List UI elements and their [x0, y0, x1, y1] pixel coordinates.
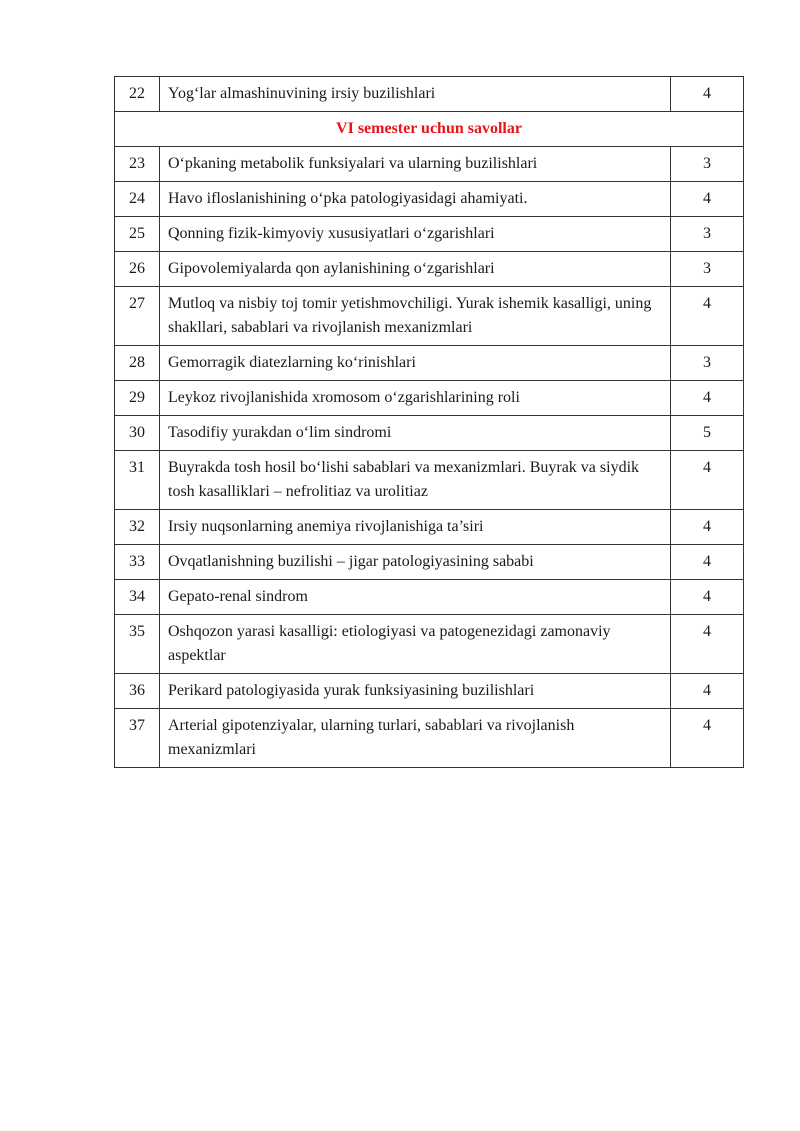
row-topic: Gipovolemiyalarda qon aylanishining o‘zgarishlari: [160, 252, 671, 287]
row-number: 27: [115, 287, 160, 346]
row-topic: Mutloq va nisbiy toj tomir yetishmovchiligi. Yurak ishemik kasalligi, uning shakllari, sabablari va rivojlanish mexanizmlari: [160, 287, 671, 346]
row-hours: 4: [671, 182, 744, 217]
row-topic: Buyrakda tosh hosil bo‘lishi sabablari va mexanizmlari. Buyrak va siydik tosh kasalliklari – nefrolitiaz va urolitiaz: [160, 451, 671, 510]
table-row: [115, 416, 744, 451]
questions-table-body: [115, 77, 744, 768]
row-number: 26: [115, 252, 160, 287]
table-row: [115, 510, 744, 545]
document-page: [114, 76, 743, 768]
table-row: [115, 451, 744, 510]
row-number: 23: [115, 147, 160, 182]
row-hours: 3: [671, 147, 744, 182]
row-hours: 4: [671, 77, 744, 112]
row-topic: Tasodifiy yurakdan o‘lim sindromi: [160, 416, 671, 451]
row-hours: 3: [671, 217, 744, 252]
table-row: [115, 709, 744, 768]
row-number: 32: [115, 510, 160, 545]
row-topic: Yog‘lar almashinuvining irsiy buzilishlari: [160, 77, 671, 112]
row-hours: 4: [671, 451, 744, 510]
row-topic: O‘pkaning metabolik funksiyalari va ularning buzilishlari: [160, 147, 671, 182]
table-row: [115, 77, 744, 112]
row-topic: Arterial gipotenziyalar, ularning turlari, sabablari va rivojlanish mexanizmlari: [160, 709, 671, 768]
row-number: 31: [115, 451, 160, 510]
row-number: 25: [115, 217, 160, 252]
row-number: 24: [115, 182, 160, 217]
section-title: VI semester uchun savollar: [115, 112, 744, 147]
row-hours: 4: [671, 287, 744, 346]
row-number: 28: [115, 346, 160, 381]
section-header-row: [115, 112, 744, 147]
row-hours: 4: [671, 545, 744, 580]
row-topic: Irsiy nuqsonlarning anemiya rivojlanishiga ta’siri: [160, 510, 671, 545]
row-hours: 5: [671, 416, 744, 451]
row-topic: Leykoz rivojlanishida xromosom o‘zgarishlarining roli: [160, 381, 671, 416]
row-number: 29: [115, 381, 160, 416]
row-topic: Perikard patologiyasida yurak funksiyasining buzilishlari: [160, 674, 671, 709]
row-hours: 3: [671, 346, 744, 381]
row-hours: 4: [671, 709, 744, 768]
table-row: [115, 674, 744, 709]
row-number: 34: [115, 580, 160, 615]
table-row: [115, 346, 744, 381]
row-topic: Gemorragik diatezlarning ko‘rinishlari: [160, 346, 671, 381]
row-number: 37: [115, 709, 160, 768]
row-topic: Oshqozon yarasi kasalligi: etiologiyasi va patogenezidagi zamonaviy aspektlar: [160, 615, 671, 674]
table-row: [115, 182, 744, 217]
table-row: [115, 615, 744, 674]
row-number: 35: [115, 615, 160, 674]
table-row: [115, 381, 744, 416]
table-row: [115, 217, 744, 252]
row-number: 36: [115, 674, 160, 709]
table-row: [115, 252, 744, 287]
row-hours: 4: [671, 510, 744, 545]
table-row: [115, 545, 744, 580]
row-topic: Qonning fizik-kimyoviy xususiyatlari o‘zgarishlari: [160, 217, 671, 252]
table-row: [115, 147, 744, 182]
row-hours: 4: [671, 615, 744, 674]
row-topic: Ovqatlanishning buzilishi – jigar patologiyasining sababi: [160, 545, 671, 580]
row-hours: 4: [671, 580, 744, 615]
questions-table: [114, 76, 744, 768]
row-topic: Gepato-renal sindrom: [160, 580, 671, 615]
row-hours: 3: [671, 252, 744, 287]
row-topic: Havo ifloslanishining o‘pka patologiyasidagi ahamiyati.: [160, 182, 671, 217]
row-hours: 4: [671, 674, 744, 709]
row-number: 22: [115, 77, 160, 112]
table-row: [115, 287, 744, 346]
table-row: [115, 580, 744, 615]
row-hours: 4: [671, 381, 744, 416]
row-number: 33: [115, 545, 160, 580]
row-number: 30: [115, 416, 160, 451]
